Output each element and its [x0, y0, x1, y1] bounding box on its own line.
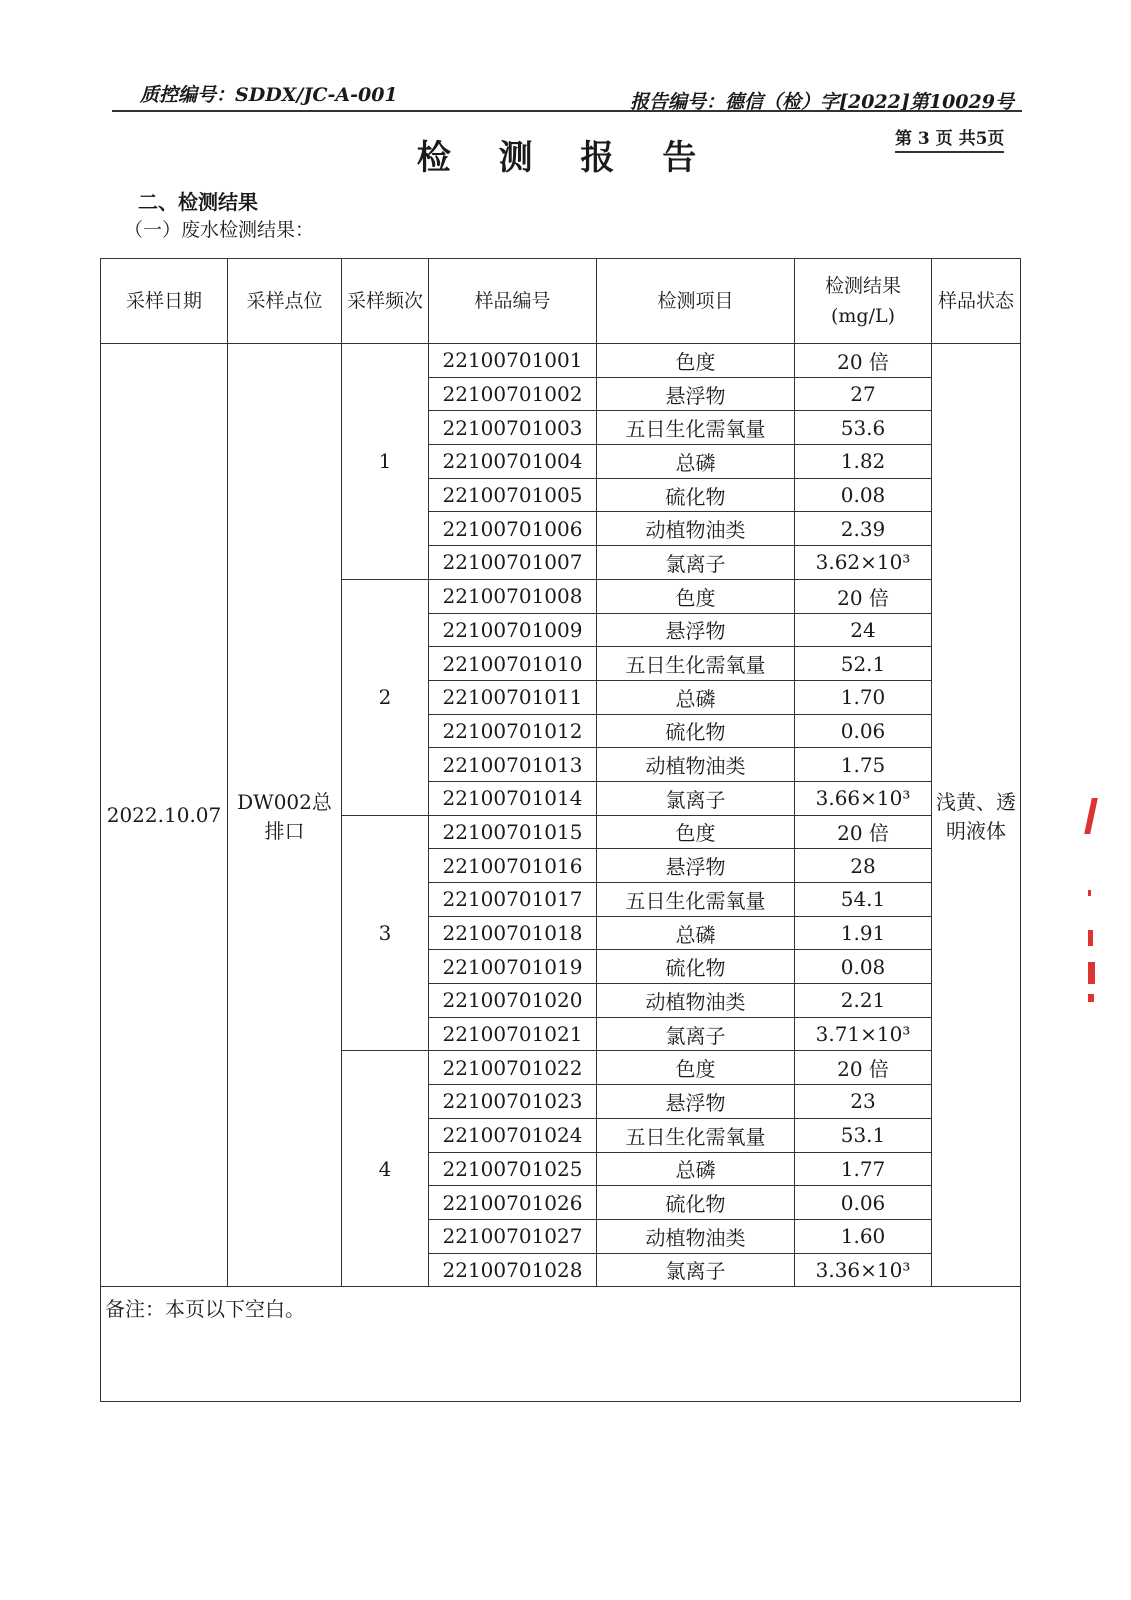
test-result-cell: 54.1 [795, 883, 932, 917]
test-item-cell: 氯离子 [597, 546, 795, 580]
sample-id-cell: 22100701019 [429, 950, 597, 984]
test-result-cell: 1.82 [795, 445, 932, 479]
sample-id-cell: 22100701020 [429, 984, 597, 1018]
test-item-cell: 悬浮物 [597, 849, 795, 883]
sample-id-cell: 22100701003 [429, 411, 597, 445]
sample-id-cell: 22100701016 [429, 849, 597, 883]
test-result-cell: 1.75 [795, 748, 932, 782]
test-result-cell: 3.71×10³ [795, 1017, 932, 1051]
test-result-cell: 2.39 [795, 512, 932, 546]
header-test-result: 检测结果(mg/L) [795, 259, 932, 344]
test-result-cell: 3.66×10³ [795, 781, 932, 815]
header-divider [112, 110, 1022, 112]
test-result-cell: 28 [795, 849, 932, 883]
qc-number: 质控编号：SDDX/JC-A-001 [140, 84, 398, 106]
sample-id-cell: 22100701006 [429, 512, 597, 546]
test-item-cell: 总磷 [597, 916, 795, 950]
sample-id-cell: 22100701010 [429, 647, 597, 681]
test-item-cell: 动植物油类 [597, 512, 795, 546]
sample-id-cell: 22100701026 [429, 1186, 597, 1220]
test-result-cell: 24 [795, 613, 932, 647]
test-result-cell: 1.60 [795, 1219, 932, 1253]
wastewater-heading: （一）废水检测结果： [124, 219, 315, 241]
test-result-cell: 27 [795, 377, 932, 411]
red-stamp-fragment [1088, 790, 1102, 1010]
test-result-cell: 1.77 [795, 1152, 932, 1186]
header-sample-state: 样品状态 [932, 259, 1021, 344]
test-item-cell: 五日生化需氧量 [597, 883, 795, 917]
test-item-cell: 悬浮物 [597, 377, 795, 411]
test-item-cell: 氯离子 [597, 1253, 795, 1287]
test-result-cell: 53.6 [795, 411, 932, 445]
test-result-cell: 53.1 [795, 1118, 932, 1152]
test-result-cell: 0.06 [795, 1186, 932, 1220]
test-result-cell: 52.1 [795, 647, 932, 681]
sample-id-cell: 22100701024 [429, 1118, 597, 1152]
sampling-frequency-cell: 4 [342, 1051, 429, 1287]
sample-id-cell: 22100701021 [429, 1017, 597, 1051]
test-item-cell: 悬浮物 [597, 613, 795, 647]
test-item-cell: 动植物油类 [597, 748, 795, 782]
sample-id-cell: 22100701014 [429, 781, 597, 815]
sampling-location-cell: DW002总排口 [228, 344, 342, 1287]
test-result-cell: 0.08 [795, 950, 932, 984]
test-item-cell: 色度 [597, 1051, 795, 1085]
test-result-cell: 0.06 [795, 714, 932, 748]
sample-id-cell: 22100701015 [429, 815, 597, 849]
sample-id-cell: 22100701013 [429, 748, 597, 782]
test-result-cell: 20 倍 [795, 344, 932, 378]
test-result-cell: 3.36×10³ [795, 1253, 932, 1287]
results-heading: 二、检测结果 [138, 190, 258, 214]
test-item-cell: 动植物油类 [597, 984, 795, 1018]
results-table [100, 258, 1021, 1402]
sample-id-cell: 22100701023 [429, 1085, 597, 1119]
sample-state-cell: 浅黄、透明液体 [932, 344, 1021, 1287]
table-body [101, 344, 1021, 1287]
sampling-frequency-cell: 1 [342, 344, 429, 580]
sample-id-cell: 22100701004 [429, 445, 597, 479]
header-sample-id: 样品编号 [429, 259, 597, 344]
sample-id-cell: 22100701018 [429, 916, 597, 950]
test-item-cell: 色度 [597, 579, 795, 613]
sample-id-cell: 22100701017 [429, 883, 597, 917]
test-item-cell: 五日生化需氧量 [597, 1118, 795, 1152]
sample-id-cell: 22100701007 [429, 546, 597, 580]
sample-id-cell: 22100701001 [429, 344, 597, 378]
test-item-cell: 总磷 [597, 445, 795, 479]
test-item-cell: 硫化物 [597, 1186, 795, 1220]
header-sampling-location: 采样点位 [228, 259, 342, 344]
sample-id-cell: 22100701028 [429, 1253, 597, 1287]
test-result-cell: 23 [795, 1085, 932, 1119]
test-item-cell: 色度 [597, 344, 795, 378]
sample-id-cell: 22100701012 [429, 714, 597, 748]
sampling-frequency-cell: 2 [342, 579, 429, 815]
test-item-cell: 总磷 [597, 680, 795, 714]
report-number: 报告编号：德信（检）字[2022]第10029号 [630, 91, 1014, 113]
sample-id-cell: 22100701008 [429, 579, 597, 613]
header-sampling-frequency: 采样频次 [342, 259, 429, 344]
test-result-cell: 1.91 [795, 916, 932, 950]
table-note: 备注：本页以下空白。 [101, 1287, 1021, 1402]
page-number: 第 3 页 共5页 [895, 124, 1004, 153]
table-header-row [101, 259, 1021, 344]
test-item-cell: 氯离子 [597, 781, 795, 815]
test-result-cell: 20 倍 [795, 1051, 932, 1085]
sample-id-cell: 22100701009 [429, 613, 597, 647]
test-item-cell: 色度 [597, 815, 795, 849]
page-title: 检 测 报 告 [416, 138, 715, 178]
test-item-cell: 五日生化需氧量 [597, 647, 795, 681]
test-item-cell: 总磷 [597, 1152, 795, 1186]
test-result-cell: 3.62×10³ [795, 546, 932, 580]
sample-id-cell: 22100701022 [429, 1051, 597, 1085]
test-item-cell: 硫化物 [597, 478, 795, 512]
test-result-cell: 1.70 [795, 680, 932, 714]
test-result-cell: 0.08 [795, 478, 932, 512]
test-result-cell: 2.21 [795, 984, 932, 1018]
test-item-cell: 硫化物 [597, 714, 795, 748]
table-row [101, 344, 1021, 378]
sample-id-cell: 22100701002 [429, 377, 597, 411]
test-item-cell: 悬浮物 [597, 1085, 795, 1119]
sample-id-cell: 22100701005 [429, 478, 597, 512]
sampling-frequency-cell: 3 [342, 815, 429, 1051]
header-test-item: 检测项目 [597, 259, 795, 344]
sample-id-cell: 22100701027 [429, 1219, 597, 1253]
sample-id-cell: 22100701025 [429, 1152, 597, 1186]
test-result-cell: 20 倍 [795, 815, 932, 849]
test-item-cell: 五日生化需氧量 [597, 411, 795, 445]
sample-id-cell: 22100701011 [429, 680, 597, 714]
sampling-date-cell: 2022.10.07 [101, 344, 228, 1287]
test-result-cell: 20 倍 [795, 579, 932, 613]
note-row [101, 1287, 1021, 1402]
test-item-cell: 氯离子 [597, 1017, 795, 1051]
test-item-cell: 动植物油类 [597, 1219, 795, 1253]
header-sampling-date: 采样日期 [101, 259, 228, 344]
test-item-cell: 硫化物 [597, 950, 795, 984]
